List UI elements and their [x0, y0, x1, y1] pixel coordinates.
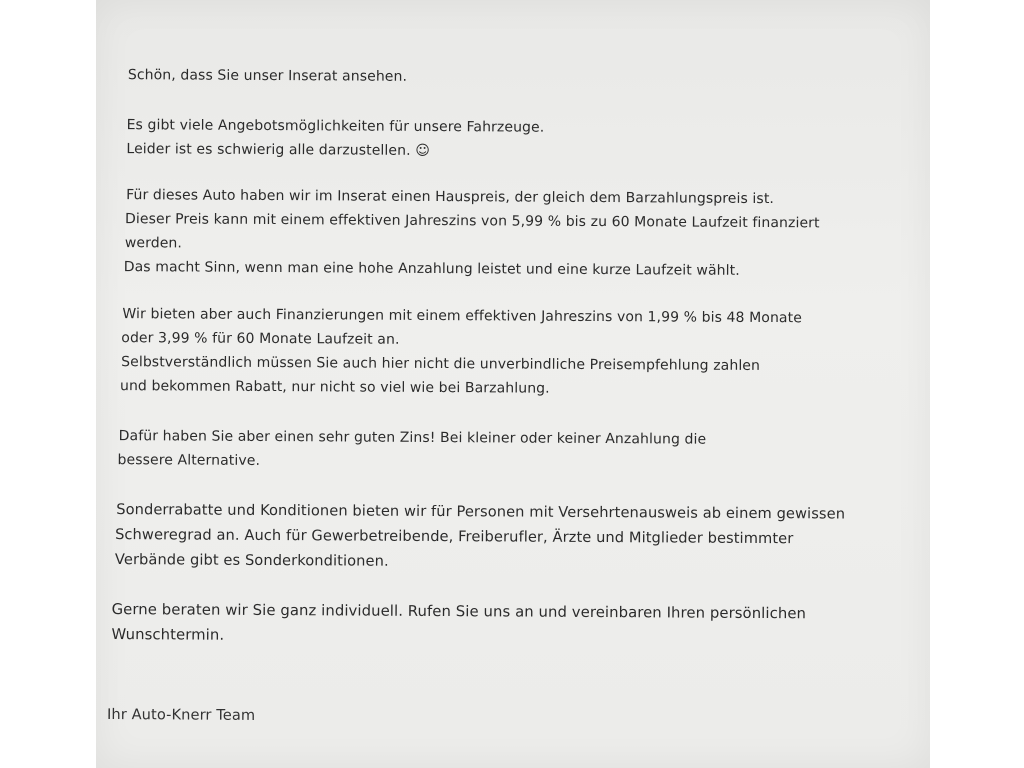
- paragraph-5-line-1: Sonderrabatte und Konditionen bieten wir für Personen mit Versehrtenausweis ab einem gewissen: [116, 501, 846, 523]
- paper-sheet: [96, 0, 930, 768]
- paragraph-6-line-2: Wunschtermin.: [111, 626, 225, 644]
- signature-line: Ihr Auto-Knerr Team: [106, 706, 256, 724]
- paragraph-2-line-1: Für dieses Auto haben wir im Inserat einen Hauspreis, der gleich dem Barzahlungspreis ist.: [126, 187, 775, 208]
- paragraph-4-line-1: Dafür haben Sie aber einen sehr guten Zins! Bei kleiner oder keiner Anzahlung die: [118, 428, 707, 448]
- paragraph-1-line-2: Leider ist es schwierig alle darzustellen. ☺: [126, 141, 430, 159]
- paragraph-3-line-3: Selbstverständlich müssen Sie auch hier nicht die unverbindliche Preisempfehlung zahlen: [121, 354, 761, 374]
- paragraph-2-line-4: Das macht Sinn, wenn man eine hohe Anzahlung leistet und eine kurze Laufzeit wählt.: [123, 259, 740, 279]
- paragraph-6-line-1: Gerne beraten wir Sie ganz individuell. Rufen Sie uns an und vereinbaren Ihren persönlichen: [111, 601, 807, 623]
- paragraph-1-line-1: Es gibt viele Angebotsmöglichkeiten für unsere Fahrzeuge.: [126, 117, 545, 136]
- paragraph-2-line-2: Dieser Preis kann mit einem effektiven Jahreszins von 5,99 % bis zu 60 Monate Laufzeit finanziert: [124, 211, 820, 232]
- letter-body: [106, 60, 908, 724]
- paragraph-5-line-2: Schweregrad an. Auch für Gewerbetreibende, Freiberufler, Ärzte und Mitglieder bestimmter: [115, 526, 794, 548]
- paragraph-5-line-3: Verbände gibt es Sonderkonditionen.: [114, 551, 389, 570]
- paragraph-3-line-4: und bekommen Rabatt, nur nicht so viel wie bei Barzahlung.: [119, 378, 550, 397]
- paragraph-3-line-1: Wir bieten aber auch Finanzierungen mit einem effektiven Jahreszins von 1,99 % bis 48 Monate: [122, 306, 802, 327]
- paragraph-2-line-3: werden.: [124, 235, 183, 252]
- paragraph-3-line-2: oder 3,99 % für 60 Monate Laufzeit an.: [121, 330, 400, 348]
- greeting-line: Schön, dass Sie unser Inserat ansehen.: [127, 67, 408, 85]
- paragraph-4-line-2: bessere Alternative.: [117, 452, 261, 469]
